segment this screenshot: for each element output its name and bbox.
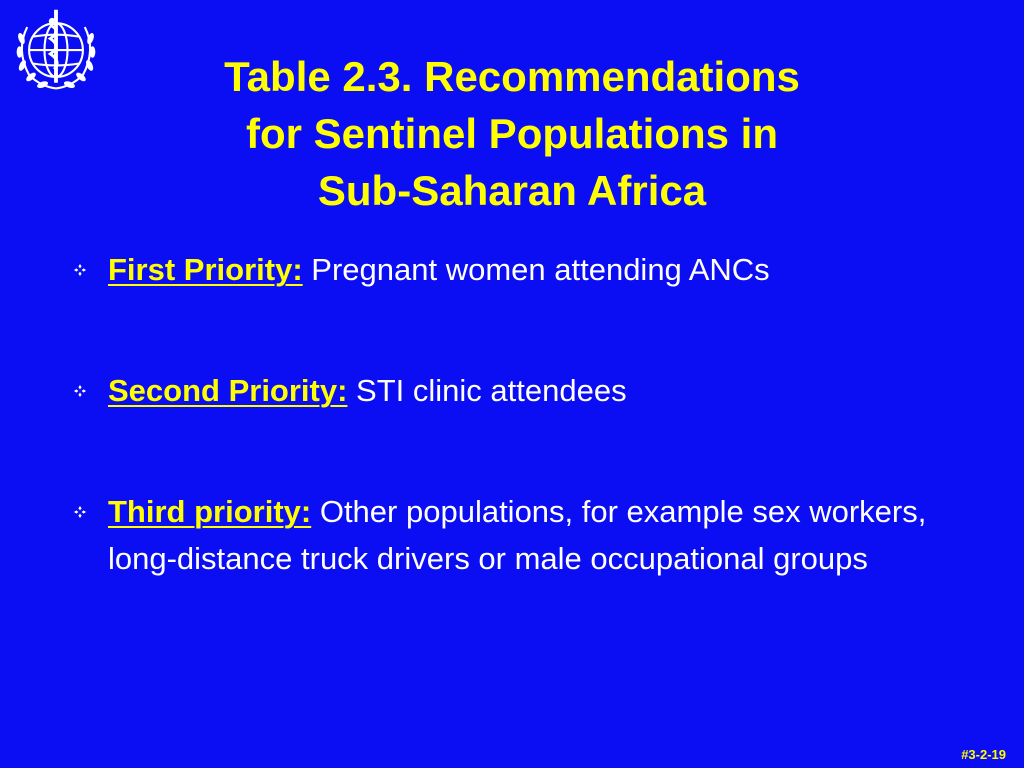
title-line: for Sentinel Populations in bbox=[245, 110, 778, 157]
bullet-item-first-priority bbox=[74, 246, 994, 293]
title-line: Sub-Saharan Africa bbox=[317, 167, 707, 214]
bullet-list bbox=[74, 246, 994, 582]
bullet-label: Second Priority: bbox=[108, 373, 348, 408]
who-emblem-icon bbox=[8, 4, 104, 100]
diamond-bullet-icon bbox=[74, 385, 86, 397]
bullet-item-second-priority bbox=[74, 367, 994, 414]
bullet-label: Third priority: bbox=[108, 494, 312, 529]
diamond-bullet-icon bbox=[74, 264, 86, 276]
title-line: Table 2.3. Recommendations bbox=[224, 53, 800, 100]
slide-title bbox=[112, 48, 912, 219]
slide-number: #3-2-19 bbox=[961, 747, 1006, 762]
diamond-bullet-icon bbox=[74, 506, 86, 518]
bullet-text: Pregnant women attending ANCs bbox=[302, 252, 770, 287]
bullet-label: First Priority: bbox=[108, 252, 303, 287]
bullet-text: Other populations, for example sex workers, long-distance truck drivers or male occupational groups bbox=[108, 494, 927, 576]
bullet-item-third-priority bbox=[74, 488, 994, 582]
bullet-text: STI clinic attendees bbox=[347, 373, 627, 408]
